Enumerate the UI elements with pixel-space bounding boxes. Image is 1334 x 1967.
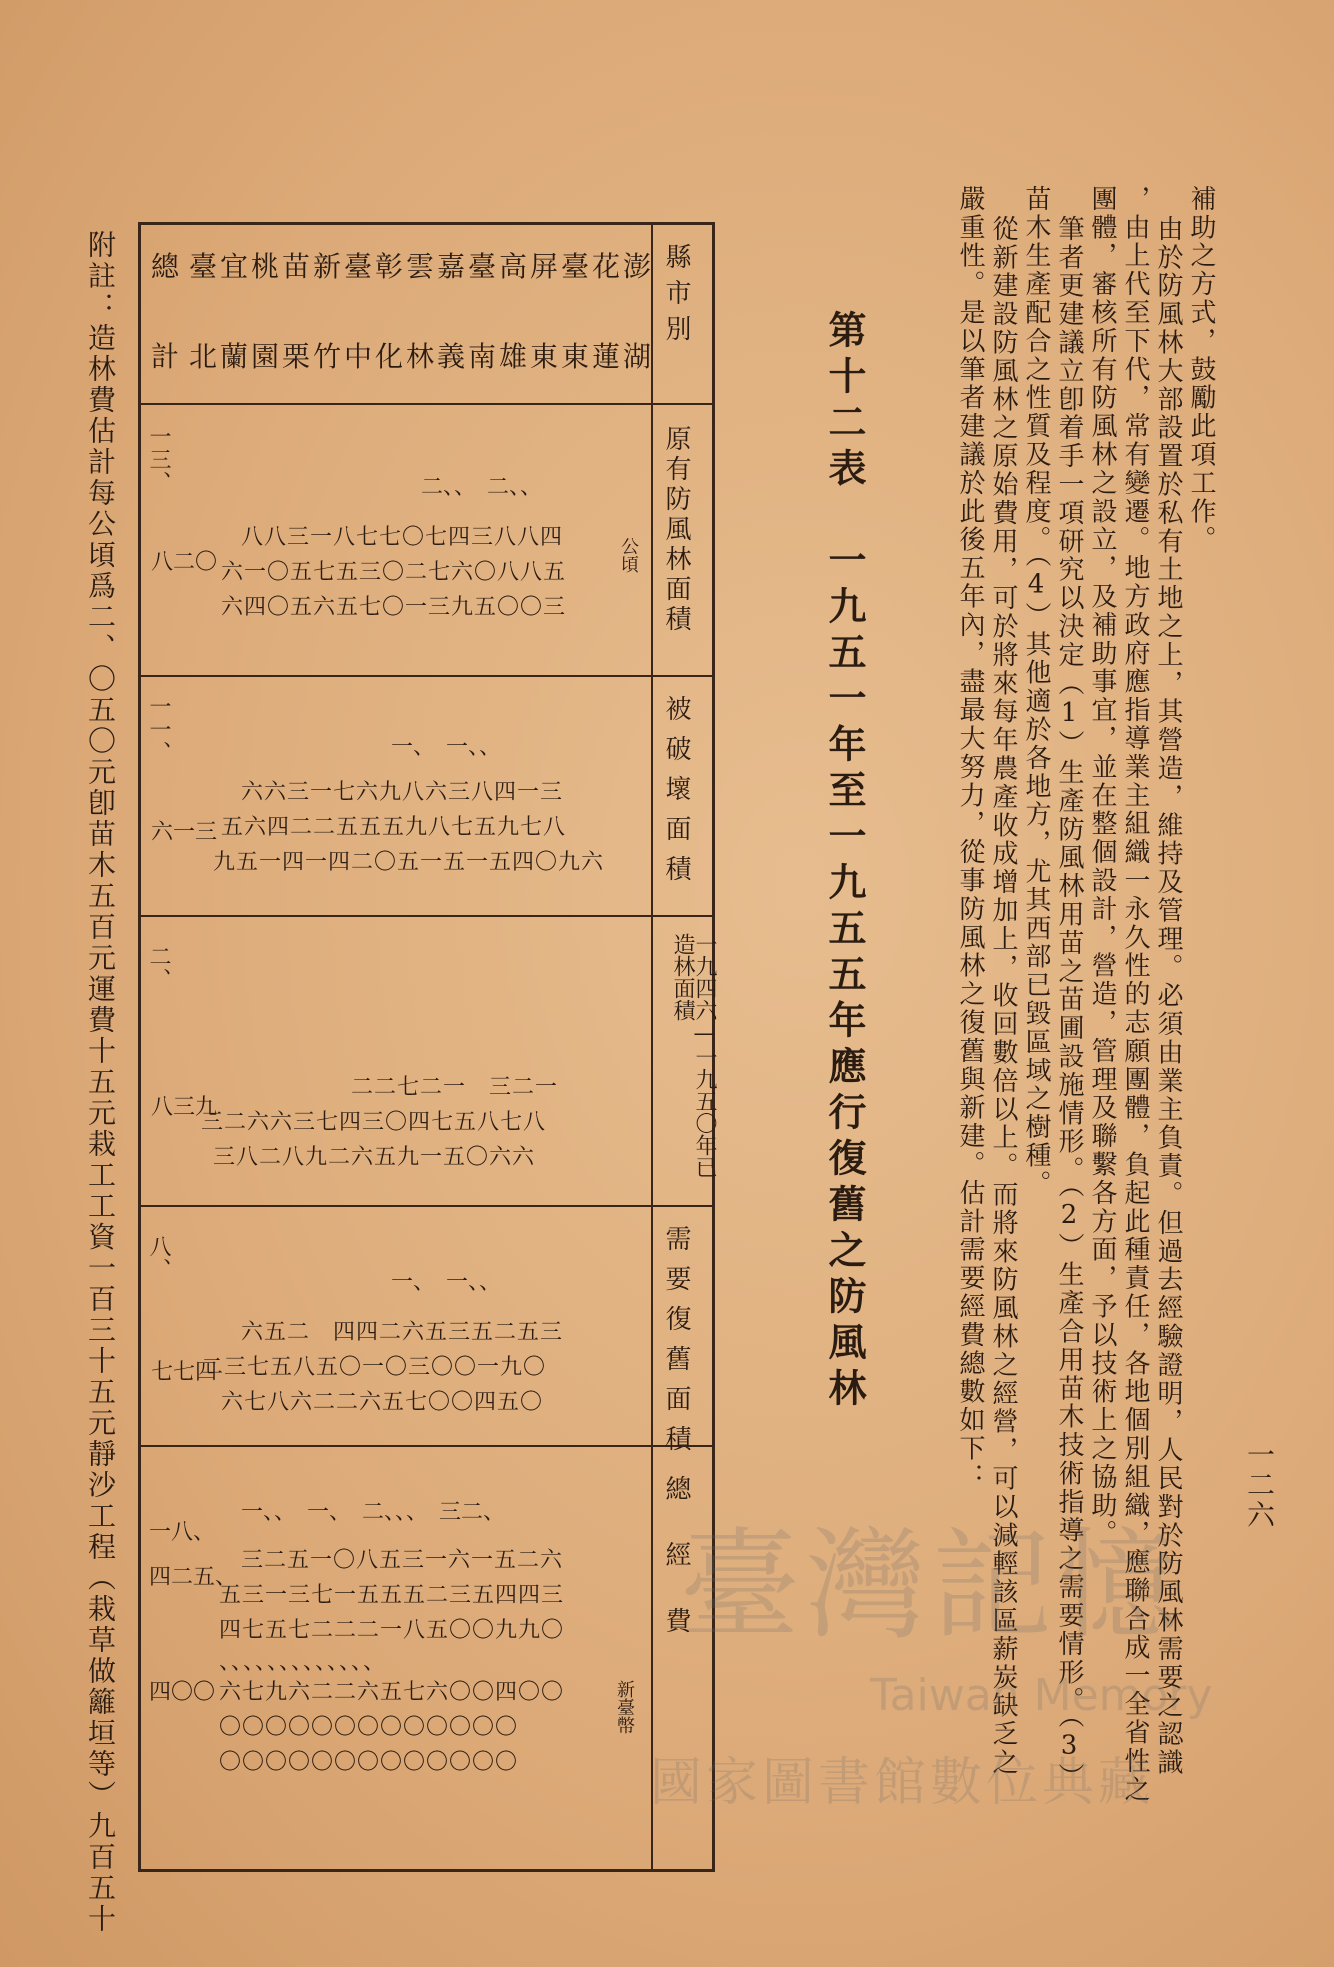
total-thousand-marks: 一、、 一、 二、、、 三二、 <box>241 1500 506 1525</box>
page-number: 一二六 <box>1243 1440 1276 1530</box>
total-row: 三二五一〇八五三一六一五二六 <box>241 1548 564 1573</box>
total-row: 四七五七二二二一八五〇〇九九〇 <box>219 1618 565 1643</box>
destroyed-row: 五六四二二五五五九八七五九七八 <box>221 815 567 840</box>
original-total-tail: 八二〇 <box>151 550 218 575</box>
needed-row: 二三七五八五〇一〇三〇〇一九〇 <box>201 1355 547 1380</box>
unit-currency: 新臺幣 <box>614 1680 635 1734</box>
region-names-top: 臺宜桃苗新臺彰雲嘉臺高屏臺花澎 <box>189 250 655 283</box>
total-cost-2: 四二五、 <box>149 1565 238 1590</box>
planted-row: 二二七二一 三二一 <box>351 1075 559 1100</box>
destroyed-row: 九五一四一四二〇五一五一五四〇九六 <box>213 850 605 875</box>
total-row: 、、、、、、、、、、、、、 <box>219 1650 387 1675</box>
watermark-english: Taiwan Memory <box>870 1670 1213 1721</box>
paragraph-line: 補助之方式，鼓勵此項工作。 <box>1186 185 1216 555</box>
paragraph-line: 嚴重性。是以筆者建議於此後五年內，盡最大努力，從事防風林之復舊與新建。估計需要經費總數如下： <box>955 185 985 1492</box>
total-row: 〇〇〇〇〇〇〇〇〇〇〇〇〇 <box>219 1715 519 1740</box>
header-total-cost: 總經費 <box>661 1475 691 1673</box>
watermark-title: 臺灣記憶 <box>680 1517 1184 1656</box>
region-names-bottom: 北蘭園栗竹中化林義南雄東東蓮湖 <box>189 340 655 373</box>
forest-restoration-table <box>138 222 715 1872</box>
total-row: 五三一三七一五五五二三五四四三 <box>219 1583 565 1608</box>
row-divider <box>141 675 712 677</box>
destroyed-thousand-marks: 一、 一、、 <box>391 735 502 760</box>
planted-row: 三八二八九二六五九一五〇六六 <box>213 1145 536 1170</box>
destroyed-row: 六六三一七六九八六三八四一三 <box>241 780 564 805</box>
planted-total-tail: 八三九 <box>151 1095 218 1120</box>
total-cost-1: 一八、 <box>149 1520 216 1545</box>
paragraph-line: 筆者更建議立卽着手一項研究以決定（1）生產防風林用苗之苗圃設施情形。（2）生產合用苗木技術指導之需要情形。（3） <box>1054 215 1084 1792</box>
original-thousand-marks: 二、、 二、、 <box>421 475 543 500</box>
footnote: 附註：造林費估計每公頃爲二、〇五〇元卽苗木五百元運費十五元栽工工資一百三十五元靜沙工程（栽草做籬垣等）九百五十 <box>84 230 117 1935</box>
original-row: 八八三一八七七〇七四三八八四 <box>241 525 564 550</box>
header-column-divider <box>651 225 653 1869</box>
row-divider <box>141 1445 712 1447</box>
total-cost-3: 四〇〇 <box>149 1680 216 1705</box>
needed-total: 八、 <box>146 1235 171 1281</box>
paragraph-line: 苗木生產配合之性質及程度。（4）其他適於各地方，尤其西部已毀區域之樹種。 <box>1021 185 1051 1199</box>
paragraph-line: ，由上代至下代，常有變遷。地方政府應指導業主組織一永久性的志願團體，負起此種責任，各地個別組織，應聯合成一全省性之 <box>1120 185 1150 1804</box>
needed-total-tail: 七七四 <box>151 1360 218 1385</box>
total-row: 〇〇〇〇〇〇〇〇〇〇〇〇〇 <box>219 1750 519 1775</box>
paragraph-line: 從新建設防風林之原始費用，可於將來每年農產收成增加上，收回數倍以上。而將來防風林之經營，可以減輕該區薪炭缺乏之 <box>988 215 1018 1777</box>
watermark-subtitle: 國家圖書館數位典藏 <box>650 1753 1155 1813</box>
row-divider <box>141 403 712 405</box>
paragraph-line: 由於防風林大部設置於私有土地之上，其營造，維持及管理。必須由業主負責。但過去經驗證明，人民對於防風林需要之認識 <box>1153 215 1183 1777</box>
header-needed-area: 需要復舊面積 <box>661 1225 691 1465</box>
needed-row: 六七八六二二六五七〇〇四五〇 <box>221 1390 544 1415</box>
needed-thousand-marks: 一、 一、、 <box>391 1270 502 1295</box>
header-original-area: 原有防風林面積 <box>661 425 691 635</box>
needed-row: 六五二 四四二六五三五二五三 <box>241 1320 564 1345</box>
header-region: 縣市別 <box>661 243 691 351</box>
row-divider <box>141 915 712 917</box>
original-row: 六四〇五六五七〇一三九五〇〇三 <box>221 595 567 620</box>
original-total: 一三、 <box>146 425 171 494</box>
paragraph-line: 團體，審核所有防風林之設立，及補助事宜，並在整個設計，營造，管理及聯繫各方面，予以技術上之協助。 <box>1087 185 1117 1549</box>
watermark <box>650 1490 1290 1820</box>
row-divider <box>141 1205 712 1207</box>
destroyed-total: 一一、 <box>146 695 171 764</box>
table-caption: 第十二表 一九五一年至一九五五年應行復舊之防風林 <box>822 310 867 1414</box>
planted-total: 二、 <box>146 945 171 991</box>
original-row: 六一〇五七五三〇二七六〇八八五 <box>221 560 567 585</box>
unit-hectare: 公頃 <box>618 537 639 573</box>
destroyed-total-tail: 六一三 <box>151 820 218 845</box>
total-label-bottom: 計 <box>151 340 180 373</box>
header-destroyed-area: 被破壞面積 <box>661 695 691 895</box>
planted-row: 三二六六三七四三〇四七五八七八 <box>201 1110 547 1135</box>
total-label-top: 總 <box>151 250 180 283</box>
header-planted-area: 一九四六—一九五〇年已造林面積 <box>670 933 717 1178</box>
total-row: 六七九六二二六五七六〇〇四〇〇 <box>219 1680 565 1705</box>
